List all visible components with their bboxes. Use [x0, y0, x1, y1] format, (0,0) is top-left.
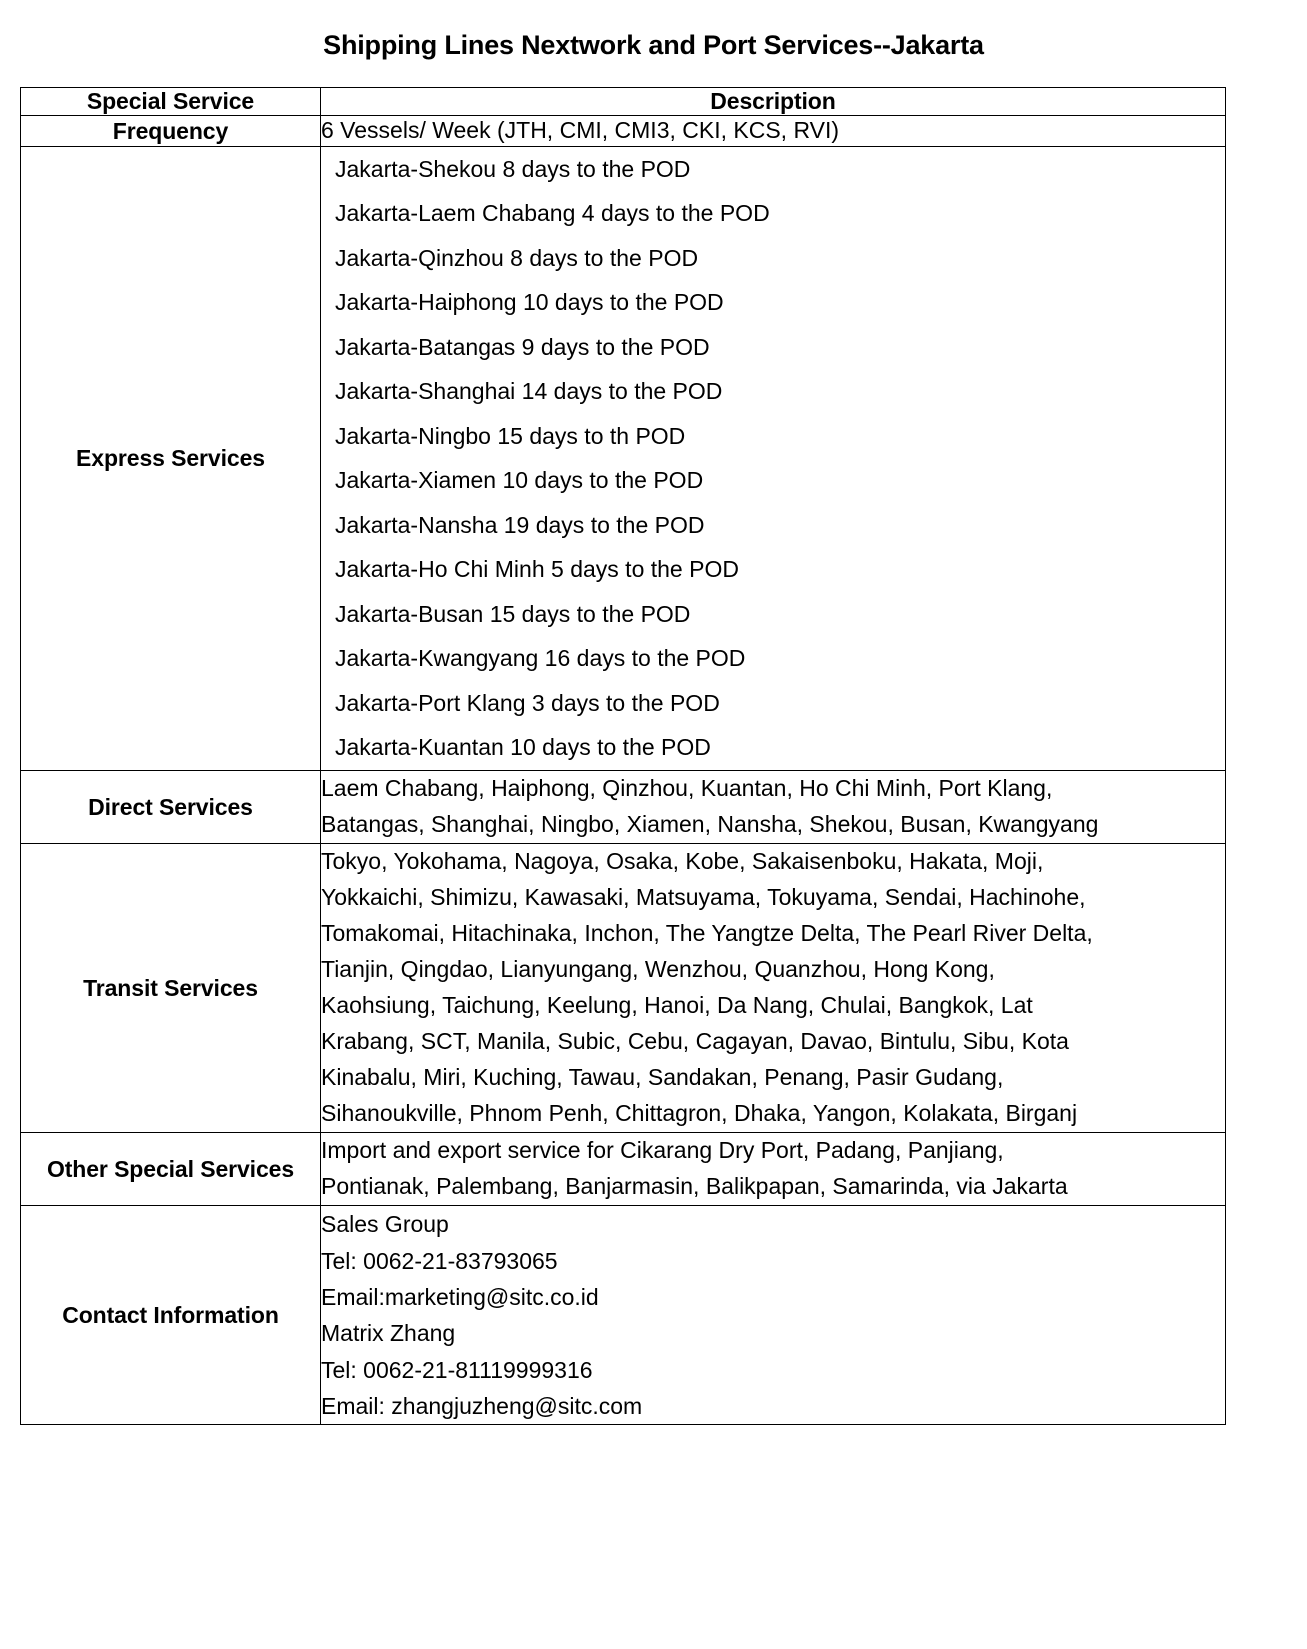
list-item: Jakarta-Nansha 19 days to the POD [335, 511, 705, 538]
text-line: Laem Chabang, Haiphong, Qinzhou, Kuantan, Ho Chi Minh, Port Klang, [321, 775, 1053, 802]
contact-line-email-2: Email: zhangjuzheng@sitc.com [321, 1392, 643, 1419]
text-line: Pontianak, Palembang, Banjarmasin, Balikpapan, Samarinda, via Jakarta [321, 1173, 1068, 1200]
list-item: Jakarta-Ho Chi Minh 5 days to the POD [335, 556, 739, 583]
contact-line-name: Matrix Zhang [321, 1320, 456, 1347]
text-line: Tianjin, Qingdao, Lianyungang, Wenzhou, Quanzhou, Hong Kong, [321, 956, 995, 983]
row-value-express-services [321, 146, 1226, 771]
text-line: Batangas, Shanghai, Ningbo, Xiamen, Nansha, Shekou, Busan, Kwangyang [321, 811, 1099, 838]
row-value-transit-services [321, 844, 1226, 1133]
text-line: Yokkaichi, Shimizu, Kawasaki, Matsuyama, Tokuyama, Sendai, Hachinohe, [321, 884, 1086, 911]
list-item: Jakarta-Ningbo 15 days to th POD [335, 422, 686, 449]
direct-services-text [321, 771, 1225, 843]
page-title: Shipping Lines Nextwork and Port Services--Jakarta [323, 30, 984, 60]
contact-line-tel-2: Tel: 0062-21-81119999316 [321, 1356, 593, 1383]
column-header-special-service: Special Service [21, 88, 321, 116]
table-row-direct-services [21, 771, 1226, 844]
table-header-row [21, 88, 1226, 116]
row-label-express-services: Express Services [21, 146, 321, 771]
row-value-frequency: 6 Vessels/ Week (JTH, CMI, CMI3, CKI, KCS, RVI) [321, 116, 1226, 147]
text-line: Tokyo, Yokohama, Nagoya, Osaka, Kobe, Sakaisenboku, Hakata, Moji, [321, 848, 1044, 875]
table-row-other-special-services [21, 1133, 1226, 1206]
list-item: Jakarta-Port Klang 3 days to the POD [335, 689, 720, 716]
contact-information-text [321, 1206, 1225, 1424]
table-row-contact-information [21, 1206, 1226, 1425]
list-item: Jakarta-Batangas 9 days to the POD [335, 333, 710, 360]
other-special-services-text [321, 1133, 1225, 1205]
list-item: Jakarta-Laem Chabang 4 days to the POD [335, 200, 770, 227]
contact-line-tel-1: Tel: 0062-21-83793065 [321, 1247, 558, 1274]
list-item: Jakarta-Busan 15 days to the POD [335, 600, 691, 627]
row-label-frequency: Frequency [21, 116, 321, 147]
row-value-contact-information [321, 1206, 1226, 1425]
table-row-frequency [21, 116, 1226, 147]
contact-line-sales-group: Sales Group [321, 1211, 449, 1238]
shipping-services-table [20, 87, 1226, 1425]
transit-services-text [321, 844, 1225, 1132]
list-item: Jakarta-Shanghai 14 days to the POD [335, 378, 723, 405]
table-row-transit-services [21, 844, 1226, 1133]
text-line: Sihanoukville, Phnom Penh, Chittagron, Dhaka, Yangon, Kolakata, Birganj [321, 1100, 1078, 1127]
table-row-express-services [21, 146, 1226, 771]
row-label-contact-information: Contact Information [21, 1206, 321, 1425]
text-line: Kinabalu, Miri, Kuching, Tawau, Sandakan, Penang, Pasir Gudang, [321, 1064, 1004, 1091]
row-label-transit-services: Transit Services [21, 844, 321, 1133]
text-line: Import and export service for Cikarang Dry Port, Padang, Panjiang, [321, 1137, 1004, 1164]
list-item: Jakarta-Shekou 8 days to the POD [335, 155, 691, 182]
row-label-direct-services: Direct Services [21, 771, 321, 844]
row-label-other-special-services: Other Special Services [21, 1133, 321, 1206]
list-item: Jakarta-Kuantan 10 days to the POD [335, 734, 711, 761]
text-line: Tomakomai, Hitachinaka, Inchon, The Yangtze Delta, The Pearl River Delta, [321, 920, 1093, 947]
list-item: Jakarta-Qinzhou 8 days to the POD [335, 244, 699, 271]
text-line: Krabang, SCT, Manila, Subic, Cebu, Cagayan, Davao, Bintulu, Sibu, Kota [321, 1028, 1069, 1055]
column-header-description: Description [321, 88, 1226, 116]
list-item: Jakarta-Kwangyang 16 days to the POD [335, 645, 746, 672]
express-services-list [321, 147, 1225, 771]
row-value-direct-services [321, 771, 1226, 844]
text-line: Kaohsiung, Taichung, Keelung, Hanoi, Da Nang, Chulai, Bangkok, Lat [321, 992, 1033, 1019]
row-value-other-special-services [321, 1133, 1226, 1206]
contact-line-email-1: Email:marketing@sitc.co.id [321, 1283, 599, 1310]
list-item: Jakarta-Haiphong 10 days to the POD [335, 289, 724, 316]
list-item: Jakarta-Xiamen 10 days to the POD [335, 467, 704, 494]
